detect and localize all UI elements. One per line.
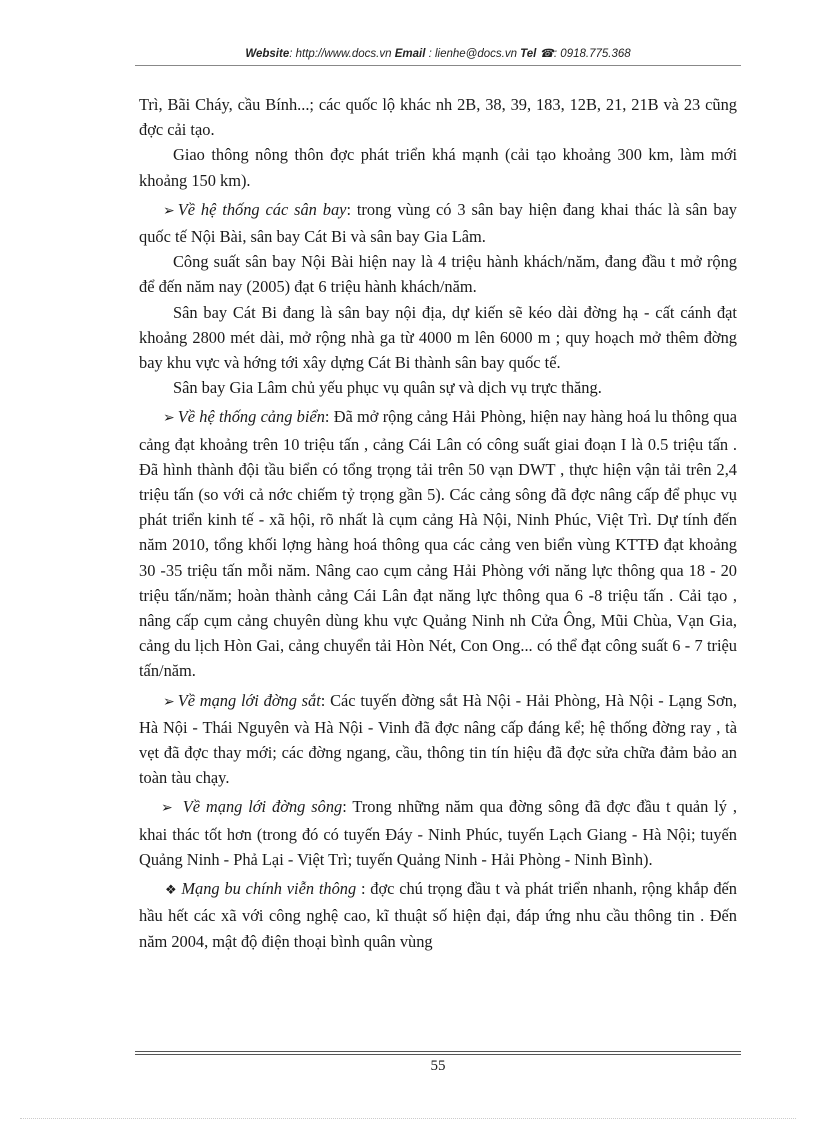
diamond-bullet-icon: ❖ [165, 883, 178, 899]
railways-text: : Các tuyến đờng sắt Hà Nội - Hải Phòng, Hà Nội - Lạng Sơn, Hà Nội - Thái Nguyên và Hà Nội - Vinh đã đợc nâng cấp đáng kể; hệ thống đờng ray , tà vẹt đã đợc thay mới; các đờng ngang, cầu, thông tin tín hiệu đã đợc sửa chữa đảm bảo an toàn tàu chạy. [139, 690, 737, 788]
email-label: Email [394, 48, 426, 60]
telecom-text: : đợc chú trọng đầu t và phát triển nhanh, rộng khắp đến hầu hết các xã với công nghệ cao, kĩ thuật số hiện đại, đáp ứng nhu cầu thông tin . Đến năm 2004, mật độ điện thoại bình quân vùng [139, 879, 737, 951]
page-number: 55 [430, 1058, 446, 1074]
waterways-text: : Trong những năm qua đờng sông đã đợc đầu t quản lý , khai thác tốt hơn (trong đó có tuyến Đáy - Ninh Phúc, tuyến Lạch Giang - Hà Nội; tuyến Quảng Ninh - Phả Lại - Việt Trì; tuyến Quảng Ninh - Hải Phòng - Ninh Bình). [139, 797, 737, 869]
airports-text: : trong vùng có 3 sân bay hiện đang khai thác là sân bay quốc tế Nội Bài, sân bay Cát Bi và sân bay Gia Lâm. [139, 199, 737, 247]
arrow-bullet-icon: ➢ [161, 800, 173, 817]
seaports-text: : Đã mở rộng cảng Hải Phòng, hiện nay hàng hoá lu thông qua cảng đạt khoảng trên 10 triệu tấn , cảng Cái Lân có công suất giai đoạn I là 0.5 triệu tấn . Đã hình thành đội tầu biển có tổng trọng tải trên 50 vạn DWT , thực hiện vận tải trên 2,4 triệu tấn (so với cả nớc chiếm tỷ trọng gần 5). Các cảng sông đã đợc nâng cấp để phục vụ phát triển kinh tế - xã hội, rõ nhất là cụm cảng Hà Nội, Ninh Phúc, Việt Trì. Dự tính đến năm 2010, tổng khối lợng hàng hoá thông qua các cảng ven biển vùng KTTĐ đạt khoảng 30 -35 triệu tấn mỗi năm. Nâng cao cụm cảng Hải Phòng với năng lực thông qua 18 - 20 triệu tấn/năm; hoàn thành cảng Cái Lân đạt năng lực thông qua 6 -8 triệu tấn . Cải tạo , nâng cấp cụm cảng chuyên dùng khu vực Quảng Ninh nh Cửa Ông, Mũi Chùa, Vạn Gia, cảng du lịch Hòn Gai, cảng chuyển tải Hòn Nét, Con Ong... có thể đạt công suất 6 - 7 triệu tấn/năm. [139, 407, 737, 681]
section-airports [139, 197, 737, 249]
footer-divider-bottom [135, 1054, 741, 1055]
tel-label: Tel [520, 48, 537, 60]
website-label: Website [245, 48, 290, 60]
waterways-heading: Về mạng lới đờng sông [182, 797, 343, 817]
section-waterways [139, 794, 737, 872]
phone-icon: ☎ [539, 48, 554, 60]
page-edge-dotted-line [20, 1118, 796, 1119]
tel-number: : 0918.775.368 [553, 48, 631, 60]
website-url[interactable]: : http://www.docs.vn [289, 48, 395, 60]
paragraph-rural-transport: Giao thông nông thôn đợc phát triển khá mạnh (cải tạo khoảng 300 km, làm mới khoảng 150 km). [139, 145, 737, 190]
email-address[interactable]: : lienhe@docs.vn [425, 48, 521, 60]
footer-divider-top [135, 1051, 741, 1052]
paragraph-roads: Trì, Bãi Cháy, cầu Bính...; các quốc lộ khác nh 2B, 38, 39, 183, 12B, 21, 21B và 23 cũng đợc cải tạo. [139, 95, 737, 140]
section-telecom [139, 876, 737, 954]
seaports-heading: Về hệ thống cảng biển [177, 407, 325, 427]
railways-heading: Về mạng lới đờng sắt [177, 690, 321, 710]
section-railways [139, 688, 737, 791]
arrow-bullet-icon: ➢ [163, 410, 175, 427]
arrow-bullet-icon: ➢ [163, 202, 175, 219]
paragraph-cat-bi: Sân bay Cát Bi đang là sân bay nội địa, dự kiến sẽ kéo dài đờng hạ - cất cánh đạt khoảng 2800 mét dài, mở rộng nhà ga từ 4000 m lên 6000 m ; quy hoạch mở thêm đờng bay khu vực và hớng tới xây dựng Cát Bi thành sân bay quốc tế. [139, 302, 737, 373]
airports-heading: Về hệ thống các sân bay [177, 199, 347, 219]
paragraph-noi-bai: Công suất sân bay Nội Bài hiện nay là 4 triệu hành khách/năm, đang đầu t mở rộng để đến năm nay (2005) đạt 6 triệu hành khách/năm. [139, 252, 737, 297]
section-seaports [139, 404, 737, 683]
page-header [135, 46, 741, 60]
telecom-heading: Mạng bu chính viễn thông [181, 879, 357, 899]
arrow-bullet-icon: ➢ [163, 693, 175, 710]
paragraph-gia-lam: Sân bay Gia Lâm chủ yếu phục vụ quân sự và dịch vụ trực thăng. [173, 378, 602, 398]
header-divider [135, 65, 741, 66]
document-body [139, 92, 737, 954]
